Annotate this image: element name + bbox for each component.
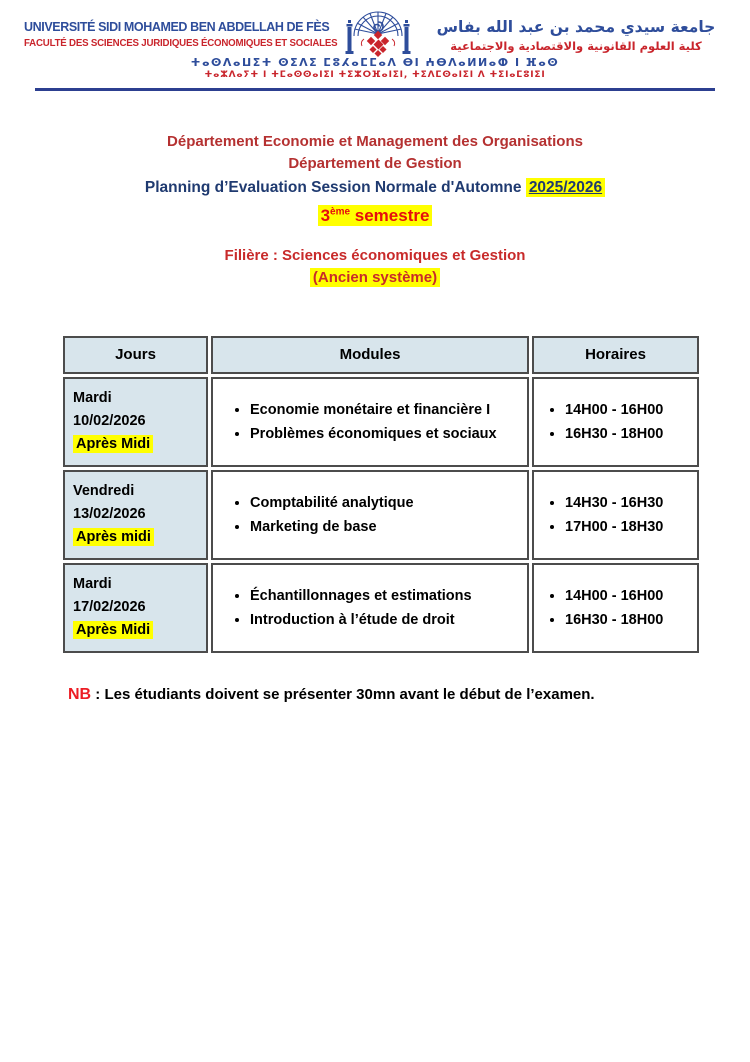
day-cell [63,470,208,560]
university-name-french: UNIVERSITÉ SIDI MOHAMED BEN ABDELLAH DE FÈS [24,20,330,34]
department-line-2: Département de Gestion [288,155,462,172]
semester-number: 3 [320,205,331,225]
planning-title-text: Planning d’Evaluation Session Normale d'Automne [144,179,526,196]
faculty-name-french: FACULTÉ DES SCIENCES JURIDIQUES ÉCONOMIQUES ET SOCIALES [24,38,338,49]
module-item: • Marketing de base [250,519,526,535]
horaire-item: • 14H30 - 16H30 [565,495,696,511]
nb-label: NB [68,685,92,703]
academic-year-highlight: 2025/2026 [526,178,605,197]
system-line [0,267,750,289]
university-name-tifinagh: ⵜⴰⵙⴷⴰⵡⵉⵜ ⵙⵉⴷⵉ ⵎⵓⵃⴰⵎⵎⴰⴷ ⴱⵏ ⵄⴱⴷⴰⵍⵍⴰⵀ ⵏ ⴼⴰⵙ [190,56,560,69]
department-line-1: Département Economie et Management des Organisations [167,133,583,150]
modules-cell [211,377,529,467]
horaires-cell [532,563,699,653]
horaire-item: • 16H30 - 18H00 [565,426,696,442]
semester-line [0,199,750,229]
day-cell [63,563,208,653]
faculty-name-arabic: كلية العلوم القانونية والاقتصادية والاجتماعية [450,39,702,53]
horaires-cell [532,470,699,560]
day-name: Vendredi [73,482,135,499]
day-name: Mardi [73,575,112,592]
modules-cell [211,563,529,653]
university-name-arabic: جامعة سيدي محمد بن عبد الله بفاس [436,18,716,36]
module-item: • Échantillonnages et estimations [250,588,526,604]
column-header-horaires: Horaires [532,336,699,374]
day-date: 13/02/2026 [73,506,146,523]
letterhead [0,0,750,58]
ancien-systeme-highlight: (Ancien système) [310,268,440,287]
table-row [63,377,699,467]
column-header-modules: Modules [211,336,529,374]
day-name: Mardi [73,389,112,406]
period-highlight: Après Midi [73,621,153,639]
horaire-item: • 17H00 - 18H30 [565,519,696,535]
day-cell [63,377,208,467]
title-block [0,131,750,289]
planning-title-line [0,176,750,199]
period-highlight: Après Midi [73,435,153,453]
module-item: • Comptabilité analytique [250,495,526,511]
horaire-item: • 14H00 - 16H00 [565,588,696,604]
semester-highlight [318,205,433,226]
day-period [73,526,202,549]
semester-word: semestre [350,205,430,225]
university-logo [336,8,420,58]
period-highlight: Après midi [73,528,154,546]
modules-cell [211,470,529,560]
day-period [73,433,202,456]
horaire-item: • 16H30 - 18H00 [565,612,696,628]
minaret-gate-logo-icon [336,8,420,58]
header-divider-rule [35,88,715,91]
horaires-cell [532,377,699,467]
semester-ordinal-suffix: ème [330,206,351,217]
table-row [63,563,699,653]
nb-text: : Les étudiants doivent se présenter 30mn avant le début de l’examen. [91,685,595,703]
table-row [63,470,699,560]
day-date: 17/02/2026 [73,599,146,616]
horaire-item: • 14H00 - 16H00 [565,402,696,418]
faculty-name-tifinagh: ⵜⴰⵣⴷⴰⵢⵜ ⵏ ⵜⵎⴰⵙⵙⴰⵏⵉⵏ ⵜⵉⵣⵔⴼⴰⵏⵉⵏ, ⵜⵉⴷⵎⵙⴰⵏⵉⵏ ⴷ ⵜⵉⵏⴰⵎⵓⵏⵉⵏ [204,70,546,80]
column-header-jours: Jours [63,336,208,374]
day-date: 10/02/2026 [73,413,146,430]
module-item: • Economie monétaire et financière I [250,402,526,418]
module-item: • Problèmes économiques et sociaux [250,426,526,442]
letterhead-arabic-block [426,8,726,53]
nb-note [68,686,750,704]
day-period [73,619,202,642]
filiere-line: Filière : Sciences économiques et Gestion [224,246,526,264]
exam-schedule-table [60,333,702,656]
module-item: • Introduction à l’étude de droit [250,612,526,628]
table-header-row [63,336,699,374]
letterhead-french-block [24,8,338,49]
